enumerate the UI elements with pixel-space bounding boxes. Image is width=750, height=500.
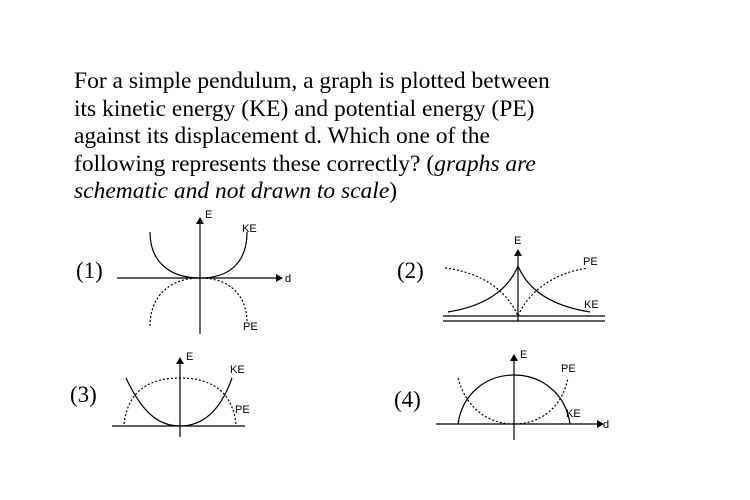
question-line-4-text: following represents these correctly? ( xyxy=(74,150,435,177)
graph-2 xyxy=(443,235,605,321)
graph-4-pe-label: PE xyxy=(561,363,576,375)
graph-2-pe-label: PE xyxy=(583,256,598,268)
option-2-label: (2) xyxy=(397,258,424,283)
graph-3-e-label: E xyxy=(186,351,194,363)
option-3-label: (3) xyxy=(70,382,97,407)
graph-3-ke-label: KE xyxy=(230,364,245,376)
option-1-label: (1) xyxy=(76,258,103,283)
graph-2-ke-label: KE xyxy=(584,299,599,311)
graph-1-ke-label: KE xyxy=(242,223,257,235)
question-line-5-italic: schematic and not drawn to scale xyxy=(74,178,390,204)
question-line-2: its kinetic energy (KE) and potential energy (PE) xyxy=(74,95,535,122)
graph-2-e-label: E xyxy=(514,235,522,247)
graph-1-e-label: E xyxy=(205,209,213,221)
graph-3 xyxy=(112,351,250,437)
graph-1-ke-curve xyxy=(150,232,247,278)
graph-4-dotted-curve xyxy=(458,378,568,424)
graph-4-e-label: E xyxy=(520,349,528,361)
graph-1-d-label: d xyxy=(285,273,292,285)
graph-4-d-label: d xyxy=(603,419,610,431)
graph-1-pe-curve xyxy=(150,278,247,326)
graph-1-pe-label: PE xyxy=(243,321,258,333)
graph-4 xyxy=(436,349,609,440)
graph-3-ke-curve xyxy=(126,378,232,426)
option-4-label: (4) xyxy=(394,387,421,412)
question-line-3: against its displacement d. Which one of the xyxy=(74,123,490,149)
graph-2-dotted-curve xyxy=(445,268,588,316)
question-line-5-close: ) xyxy=(389,178,398,204)
question-line-4-italic: graphs are xyxy=(434,150,536,177)
graph-3-pe-label: PE xyxy=(235,404,250,416)
question-line-1: For a simple pendulum, a graph is plotted between xyxy=(74,68,550,94)
graph-4-ke-label: KE xyxy=(566,408,581,420)
graph-1 xyxy=(117,209,291,334)
